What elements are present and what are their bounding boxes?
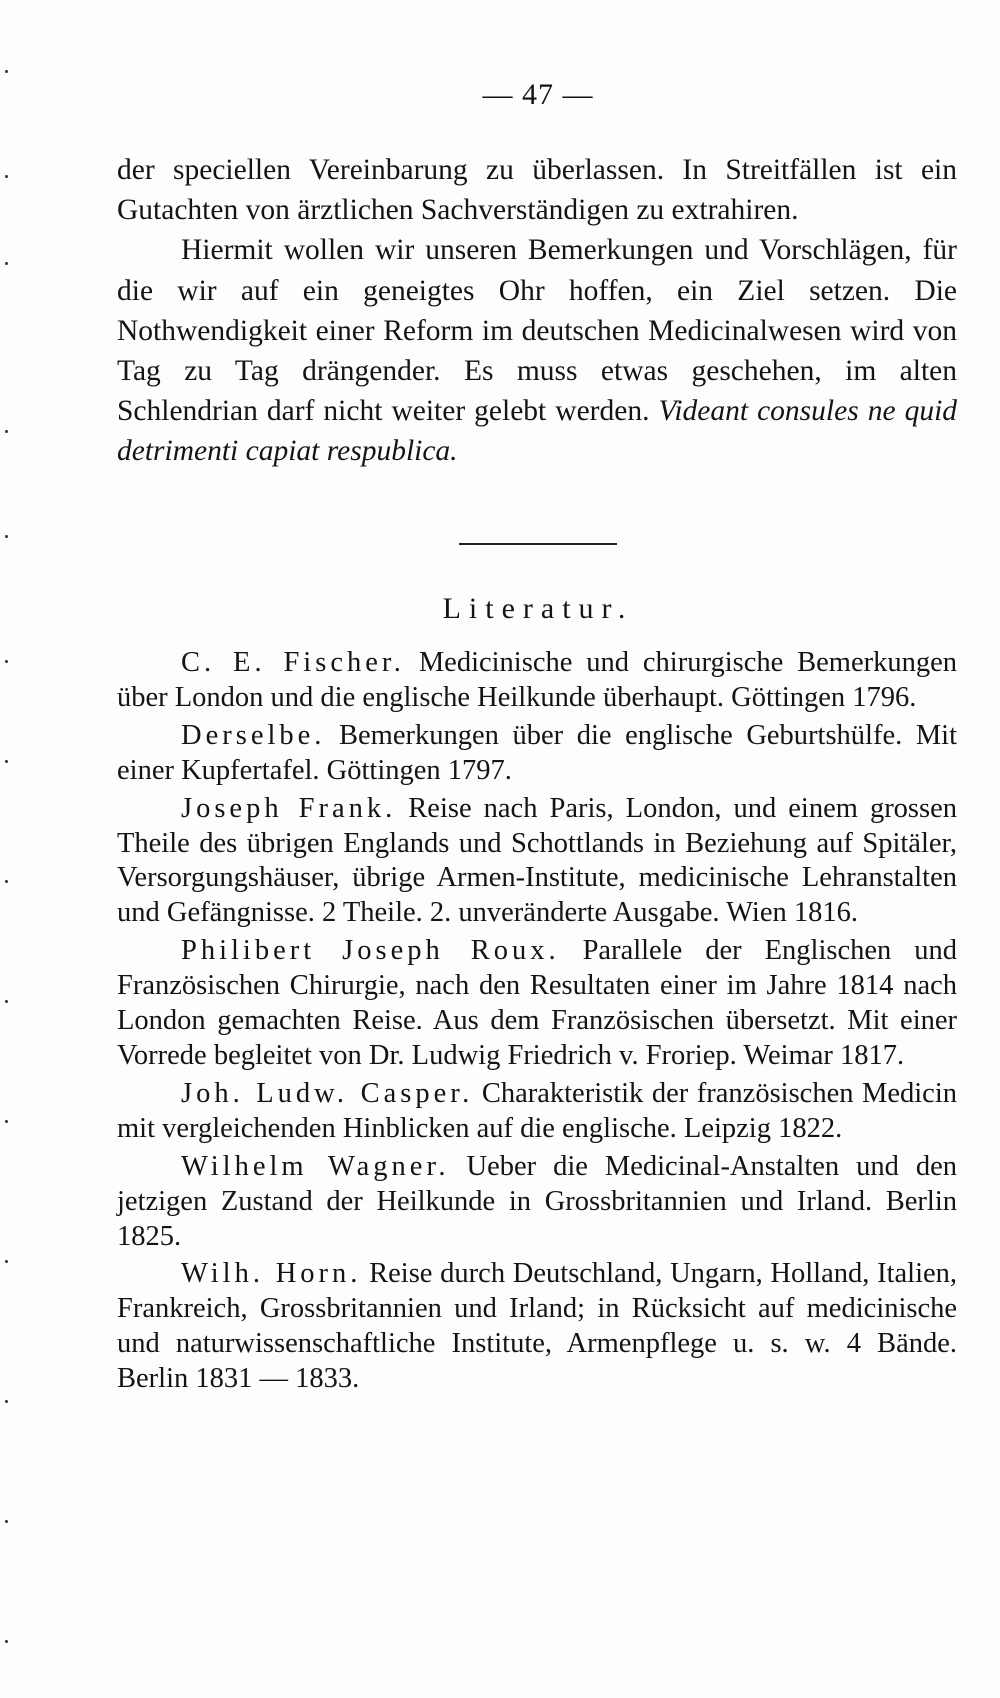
margin-speck xyxy=(5,430,8,433)
entry-author: Joseph Frank. xyxy=(181,792,397,824)
literature-entry xyxy=(117,792,957,932)
literature-entry xyxy=(117,1150,957,1255)
margin-speck xyxy=(5,880,8,883)
entry-text: Medicinische und chirurgische Bemerkungen über London und die englische Heilkunde überhaupt. Göttingen 1796. xyxy=(117,647,958,713)
margin-speck xyxy=(5,1520,8,1523)
entry-text: Ueber die Medicinal-Anstalten und den jetzigen Zustand der Heilkunde in Grossbritannien und Irland. Berlin 1825. xyxy=(117,1150,958,1252)
entry-text: Reise durch Deutschland, Ungarn, Holland, Italien, Frankreich, Grossbritannien und Irland; in Rücksicht auf medicinische und naturwissenschaftliche Institute, Armenpflege u. s. w. 4 Bände. Berlin 1831 — 1833. xyxy=(117,1258,958,1395)
entry-text: Parallele der Englischen und Französischen Chirurgie, nach den Resultaten einer im Jahre 1814 nach London gemachten Reise. Aus dem Französischen übersetzt. Mit einer Vorrede begleitet von Dr. Ludwig Friedrich v. Froriep. Weimar 1817. xyxy=(117,935,957,1071)
body-text xyxy=(117,150,957,472)
entry-author: Wilhelm Wagner. xyxy=(181,1150,450,1182)
margin-specks xyxy=(0,0,22,1698)
entry-author: Philibert Joseph Roux. xyxy=(181,935,560,967)
margin-speck xyxy=(5,1400,8,1403)
margin-speck xyxy=(5,535,8,538)
paragraph: der speciellen Vereinbarung zu überlassen. In Streitfällen ist ein Gutachten von ärztlichen Sachverständigen zu extrahiren. xyxy=(117,154,957,227)
literature-entry xyxy=(117,646,957,716)
entry-author: C. E. Fischer. xyxy=(181,647,405,678)
paragraph xyxy=(117,230,957,471)
entry-text: Charakteristik der französischen Medicin mit vergleichenden Hinblicken auf die englische. Leipzig 1822. xyxy=(117,1077,957,1144)
entry-author: Wilh. Horn. xyxy=(181,1258,362,1290)
margin-speck xyxy=(5,1120,8,1123)
literature-heading: Literatur. xyxy=(442,592,634,625)
literature-entry xyxy=(117,1077,957,1147)
margin-speck xyxy=(5,1260,8,1263)
margin-speck xyxy=(5,70,8,73)
margin-speck xyxy=(5,175,8,178)
literature-entry xyxy=(117,1257,957,1397)
margin-speck xyxy=(5,760,8,763)
entry-author: Derselbe. xyxy=(181,719,326,751)
paragraph-text: Hiermit wollen wir unseren Bemerkungen und Vorschlägen, für die wir auf ein geneigtes Ohr hoffen, ein Ziel setzen. Die Nothwendigkeit einer Reform im deutschen Medicinalwesen wird von Tag zu Tag drängender. Es muss etwas geschehen, im alten Schlendrian darf nicht weiter gelebt werden. xyxy=(117,234,957,428)
margin-speck xyxy=(5,1640,8,1643)
entry-text: Reise nach Paris, London, und einem grossen Theile des übrigen Englands und Schottlands in Beziehung auf Spitäler, Versorgungshäuser, übrige Armen-Institute, medicinische Lehranstalten und Gefängnisse. 2 Theile. 2. unveränderte Ausgabe. Wien 1816. xyxy=(117,792,958,929)
literature-list xyxy=(117,646,957,1400)
margin-speck xyxy=(5,660,8,663)
entry-text: Bemerkungen über die englische Geburtshülfe. Mit einer Kupfertafel. Göttingen 1797. xyxy=(117,719,958,786)
latin-quotation: Videant consules ne quid detrimenti capiat respublica. xyxy=(117,395,958,468)
section-divider xyxy=(459,543,617,545)
margin-speck xyxy=(5,1000,8,1003)
page-number: — 47 — xyxy=(482,78,594,111)
literature-entry xyxy=(117,934,957,1074)
entry-author: Joh. Ludw. Casper. xyxy=(181,1077,474,1109)
literature-entry xyxy=(117,719,957,789)
margin-speck xyxy=(5,262,8,265)
